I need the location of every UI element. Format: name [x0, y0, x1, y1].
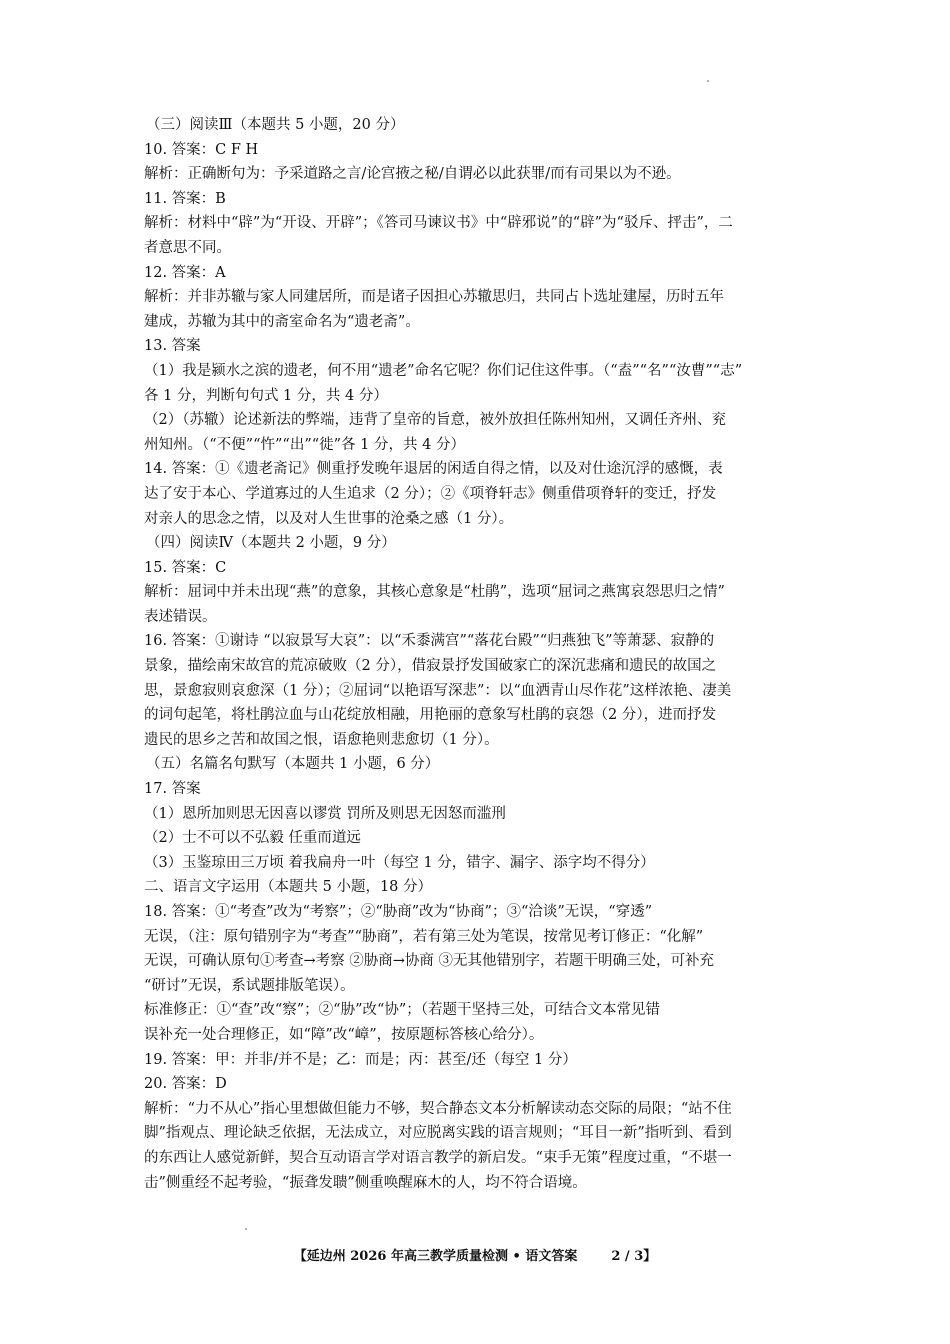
answer-line: 19. 答案：甲：并非/并不是；乙：而是；丙：甚至/还（每空 1 分） [144, 1051, 577, 1068]
page-footer [0, 1245, 950, 1264]
section-heading: （四）阅读Ⅳ（本题共 2 小题，9 分） [146, 535, 396, 552]
answer-line: 误补充一处合理修正，如“障”改“嶂”，按原题标答核心给分）。 [144, 1026, 544, 1043]
scan-dot [707, 80, 709, 82]
answer-line: 17. 答案 [144, 781, 201, 798]
answer-line: 13. 答案 [144, 338, 201, 355]
answer-line: （2）（苏辙）论述新法的弊端，违背了皇帝的旨意，被外放担任陈州知州，又调任齐州、兖 [144, 412, 726, 429]
footer-title: 【延边州 2026 年高三教学质量检测 • 语文答案 [293, 1249, 578, 1264]
answer-line: 遗民的思乡之苦和故国之恨，语愈艳则悲愈切（1 分）。 [144, 731, 499, 748]
analysis-line: 解析：并非苏辙与家人同建居所，而是诸子因担心苏辙思归，共同占卜选址建屋，历时五年 [144, 289, 724, 306]
answer-page-body [144, 113, 824, 1195]
analysis-line: 解析：正确断句为：予采道路之言/论宫掖之秘/自谓必以此获罪/而有司果以为不逊。 [144, 166, 681, 183]
scan-dot [245, 1228, 247, 1230]
answer-line: 州知州。（“不便”“忤”“出”“徙”各 1 分，共 4 分） [144, 436, 465, 453]
analysis-line: 击”侧重经不起考验，“振聋发聩”侧重唤醒麻木的人，均不符合语境。 [144, 1174, 587, 1191]
answer-line: 12. 答案：A [144, 264, 226, 281]
answer-line: （3）玉鉴琼田三万顷 着我扁舟一叶（每空 1 分，错字、漏字、添字均不得分） [144, 854, 655, 871]
answer-line: 10. 答案：C F H [144, 141, 259, 158]
analysis-line: 解析：材料中“辟”为“开设、开辟”；《答司马谏议书》中“辟邪说”的“辟”为“驳斥、抨击”，二 [144, 215, 733, 232]
analysis-line: 解析：“力不从心”指心里想做但能力不够，契合静态文本分析解读动态交际的局限；“站不住 [144, 1100, 732, 1117]
analysis-line: 脚”指观点、理论缺乏依据，无法成立，对应脱离实践的语言规则；“耳目一新”指听到、看到 [144, 1125, 732, 1142]
answer-line: （1）我是颍水之滨的遗老，何不用“遗老”命名它呢？你们记住这件事。（“盍”“名”“汝曹”“志” [144, 362, 743, 379]
answer-line: 20. 答案：D [144, 1076, 227, 1093]
page-number: 2 / 3】 [611, 1249, 657, 1264]
answer-line: 15. 答案：C [144, 559, 227, 576]
analysis-line: 的东西让人感觉新鲜，契合互动语言学对语言教学的新启发。“束手无策”程度过重，“不堪一 [144, 1149, 732, 1166]
answer-line: 景象，描绘南宋故宫的荒凉破败（2 分），借寂景抒发国破家亡的深沉悲痛和遗民的故国之 [144, 658, 717, 675]
answer-line: 的词句起笔，将杜鹃泣血与山花绽放相融，用艳丽的意象写杜鹃的哀怨（2 分），进而抒发 [144, 707, 717, 724]
analysis-line: 解析：屈词中并未出现“燕”的意象，其核心意象是“杜鹃”，选项“屈词之燕寓哀怨思归之情” [144, 584, 725, 601]
analysis-line: 者意思不同。 [144, 239, 231, 256]
answer-line: 14. 答案：①《遗老斋记》侧重抒发晚年退居的闲适自得之情，以及对仕途沉浮的感慨，表 [144, 461, 723, 478]
analysis-line: 表述错误。 [144, 608, 217, 625]
answer-line: 标准修正：①“查”改“察”；②“胁”改“协”；（若题干坚持三处，可结合文本常见错 [144, 1002, 661, 1019]
section-heading: （三）阅读Ⅲ（本题共 5 小题，20 分） [146, 117, 405, 133]
answer-line: “研讨”无误，系试题排版笔误）。 [144, 977, 355, 994]
section-heading: 二、语言文字运用（本题共 5 小题，18 分） [144, 879, 433, 896]
answer-line: （2）士不可以不弘毅 任重而道远 [144, 830, 361, 847]
answer-line: 18. 答案：①“考查”改为“考察”；②“胁商”改为“协商”；③“洽谈”无误，“穿透” [144, 904, 653, 920]
answer-line: 达了安于本心、学道寡过的人生追求（2 分）；②《项脊轩志》侧重借项脊轩的变迁，抒发 [144, 485, 717, 502]
answer-line: 思，景愈寂则哀愈深（1 分）；②屈词“以艳语写深悲”：以“血洒青山尽作花”这样浓艳、凄美 [144, 682, 732, 699]
section-heading: （五）名篇名句默写（本题共 1 小题，6 分） [146, 756, 440, 773]
answer-line: 无误，（注：原句错别字为“考查”“胁商”，若有第三处为笔误，按常见考订修正：“化解” [144, 928, 704, 945]
answer-line: 11. 答案：B [144, 190, 226, 207]
answer-line: 各 1 分，判断句句式 1 分，共 4 分） [144, 387, 388, 404]
answer-line: 对亲人的思念之情，以及对人生世事的沧桑之感（1 分）。 [144, 510, 514, 527]
analysis-line: 建成，苏辙为其中的斋室命名为“遗老斋”。 [144, 313, 420, 330]
answer-line: 无误，可确认原句①考查→考察 ②胁商→协商 ③无其他错别字，若题干明确三处，可补充 [144, 953, 715, 970]
answer-line: （1）恩所加则思无因喜以谬赏 罚所及则思无因怒而滥刑 [144, 805, 506, 822]
answer-line: 16. 答案：①谢诗 “以寂景写大哀”：以“禾黍满宫”“落花台殿”“归燕独飞”等萧瑟、寂静的 [144, 633, 715, 650]
